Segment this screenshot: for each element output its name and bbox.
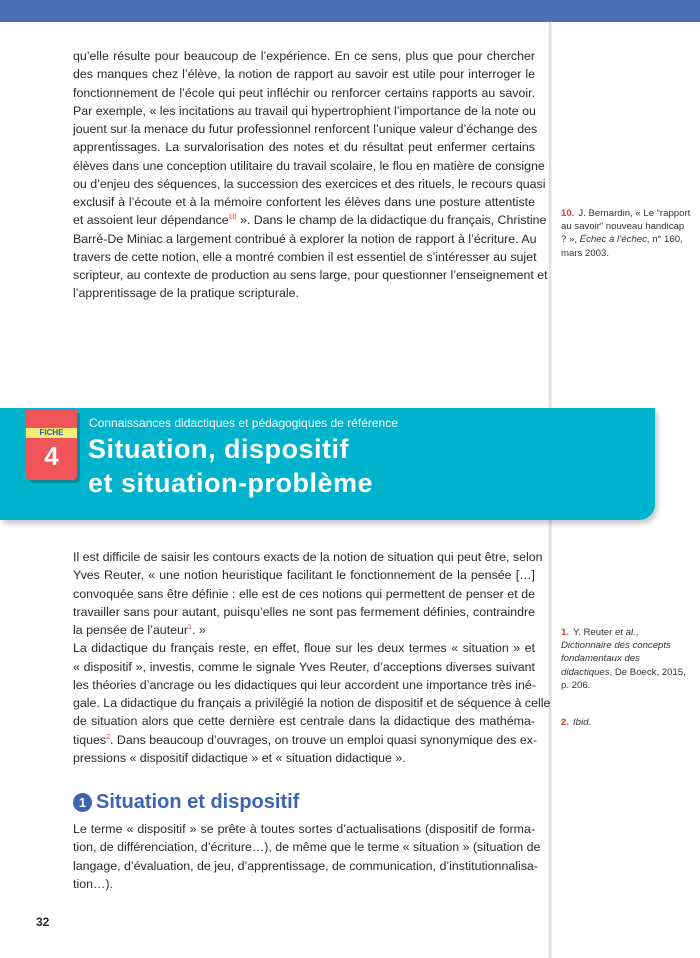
text-line — [73, 102, 535, 120]
text-line — [73, 211, 547, 229]
text-line — [73, 47, 535, 65]
line-text: tion…). — [73, 876, 113, 891]
line-text: la pensée de l’auteur — [73, 623, 189, 637]
line-text: les théories d’ancrage ou les didactiques qui leur accordent une importance très iné- — [73, 677, 536, 692]
line-text: fonctionnement de l’école qui peut infléchir ou renforcer certains rapports au savoir. — [73, 85, 535, 100]
line-text: travailler sans pour autant, puisqu’elles ne sont pas fermement définies, contraindre — [73, 604, 535, 619]
footnote-1: 1. Y. Reuter et al., Dictionnaire des concepts fondamentaux des didactiques, De Boeck, 2015, p. 206. — [561, 627, 686, 691]
footnote-2: 2. Ibid. — [561, 717, 592, 728]
line-text: La didactique du français reste, en effet, floue sur les deux termes « situation » et — [73, 641, 535, 656]
section-number-badge: 1 — [73, 793, 92, 812]
text-line — [73, 84, 535, 102]
line-text: Yves Reuter, « une notion heuristique facilitant le fonctionnement de la pensée […] — [73, 568, 535, 583]
line-text: Le terme « dispositif » se prête à toutes sortes d’actualisations (dispositif de forma- — [73, 822, 535, 836]
line-text: langage, d’évaluation, de jeu, d’apprentissage, de communication, d’institutionnalisa- — [73, 858, 538, 873]
text-line — [73, 875, 535, 893]
line-text: convoquée sans être définie : elle est de ces notions qui permettent de penser et de — [73, 586, 535, 601]
line-text: tion, de différenciation, d’écriture…), de même que le terme « situation » (situation de — [73, 840, 541, 855]
line-text: « dispositif », investis, comme le signale Yves Reuter, d’acceptions diverses suivant — [73, 659, 535, 674]
paragraph-rapport-au-savoir — [73, 47, 548, 303]
text-line — [73, 566, 535, 584]
line-text: apprentissages. La survalorisation des notes et du résultat peut enfermer certains — [73, 140, 535, 155]
line-text: de situation alors que cette dernière est centrale dans la didactique des mathéma- — [73, 714, 535, 729]
text-line — [73, 603, 535, 621]
text-line — [73, 749, 535, 767]
fiche-number: 4 — [44, 441, 59, 471]
line-text: . » — [191, 623, 206, 637]
fiche-label: FICHE — [26, 428, 77, 438]
text-line — [73, 175, 546, 193]
text-line — [73, 857, 538, 875]
text-line — [73, 138, 535, 156]
line-text: exclusif à l’écoute et à la mémoire confortent les élèves dans une posture attentiste — [73, 195, 535, 209]
paragraph-situation — [73, 548, 551, 767]
text-line — [73, 284, 535, 302]
text-line — [73, 248, 535, 266]
footnote-number: 10. — [561, 208, 575, 219]
text-line — [73, 621, 535, 639]
text-line — [73, 712, 535, 730]
line-text: ou d’enjeu des séquences, la succession des exercices et des rituels, le recours quasi — [73, 176, 546, 191]
line-text: jouent sur la menace du futur professionnel renforcent l’unique valeur d’échange des — [73, 122, 538, 136]
section-heading — [73, 791, 299, 814]
line-text: tiques — [73, 732, 107, 747]
line-text: ». Dans le champ de la didactique du français, Christine — [236, 213, 547, 228]
line-text: et assoient leur dépendance — [73, 213, 229, 228]
footnote-ref[interactable]: 1 — [188, 624, 192, 631]
line-text: Il est difficile de saisir les contours exacts de la notion de situation qui peut être, selon — [73, 550, 543, 564]
line-text: des manques chez l’élève, la notion de rapport au savoir est utile pour interroger le — [73, 67, 535, 82]
line-text: l’apprentissage de la pratique scripturale. — [73, 286, 299, 301]
text-line — [73, 820, 535, 838]
footnote-10: 10. J. Bernardin, « Le “rapport au savoir” nouveau handicap ? », Échec à l’échec, n° 160, mars 2003. — [561, 208, 691, 259]
banner-kicker: Connaissances didactiques et pédagogiques de référence — [89, 416, 398, 430]
text-line — [73, 120, 538, 138]
line-text: Barré-De Miniac a largement contribué à explorer la notion de rapport à l’écriture. Au — [73, 231, 537, 246]
section-title: Situation et dispositif — [96, 791, 300, 813]
page-number: 32 — [36, 915, 50, 929]
fiche-badge — [26, 410, 77, 480]
footnote-ref[interactable]: 2 — [106, 733, 110, 741]
text-line — [73, 65, 535, 83]
text-line — [73, 157, 545, 175]
text-line — [73, 548, 543, 566]
line-text: scripteur, au contexte de production au sens large, pour questionner l’enseignement et — [73, 268, 548, 282]
text-line — [73, 266, 548, 284]
paragraph-dispositif — [73, 820, 541, 893]
line-text: travers de cette notion, elle a montré combien il est essentiel de s’intéresser au sujet — [73, 249, 537, 264]
text-line — [73, 193, 535, 211]
footnote-ref[interactable]: 10 — [228, 214, 237, 222]
text-line — [73, 639, 535, 657]
top-color-bar — [0, 0, 700, 22]
text-line — [73, 658, 535, 676]
line-text: Par exemple, « les incitations au travail qui hypertrophient l’importance de la note ou — [73, 103, 536, 118]
text-line — [73, 585, 535, 603]
line-text: gale. La didactique du français a privilégié la notion de dispositif et de séquence à celle — [73, 696, 551, 710]
fiche-title: Situation, dispositif et situation-problème — [88, 434, 374, 498]
line-text: qu’elle résulte pour beaucoup de l’expérience. En ce sens, plus que pour chercher — [73, 49, 535, 63]
text-line — [73, 731, 538, 749]
text-line — [73, 676, 535, 694]
text-line — [73, 230, 535, 248]
line-text: élèves dans une conception utilitaire du travail scolaire, le flou en matière de consigne — [73, 158, 545, 173]
text-line — [73, 838, 541, 856]
text-line — [73, 694, 551, 712]
line-text: pressions « dispositif didactique » et « situation didactique ». — [73, 750, 406, 765]
line-text: . Dans beaucoup d’ouvrages, on trouve un emploi quasi synonymique des ex- — [109, 732, 538, 747]
